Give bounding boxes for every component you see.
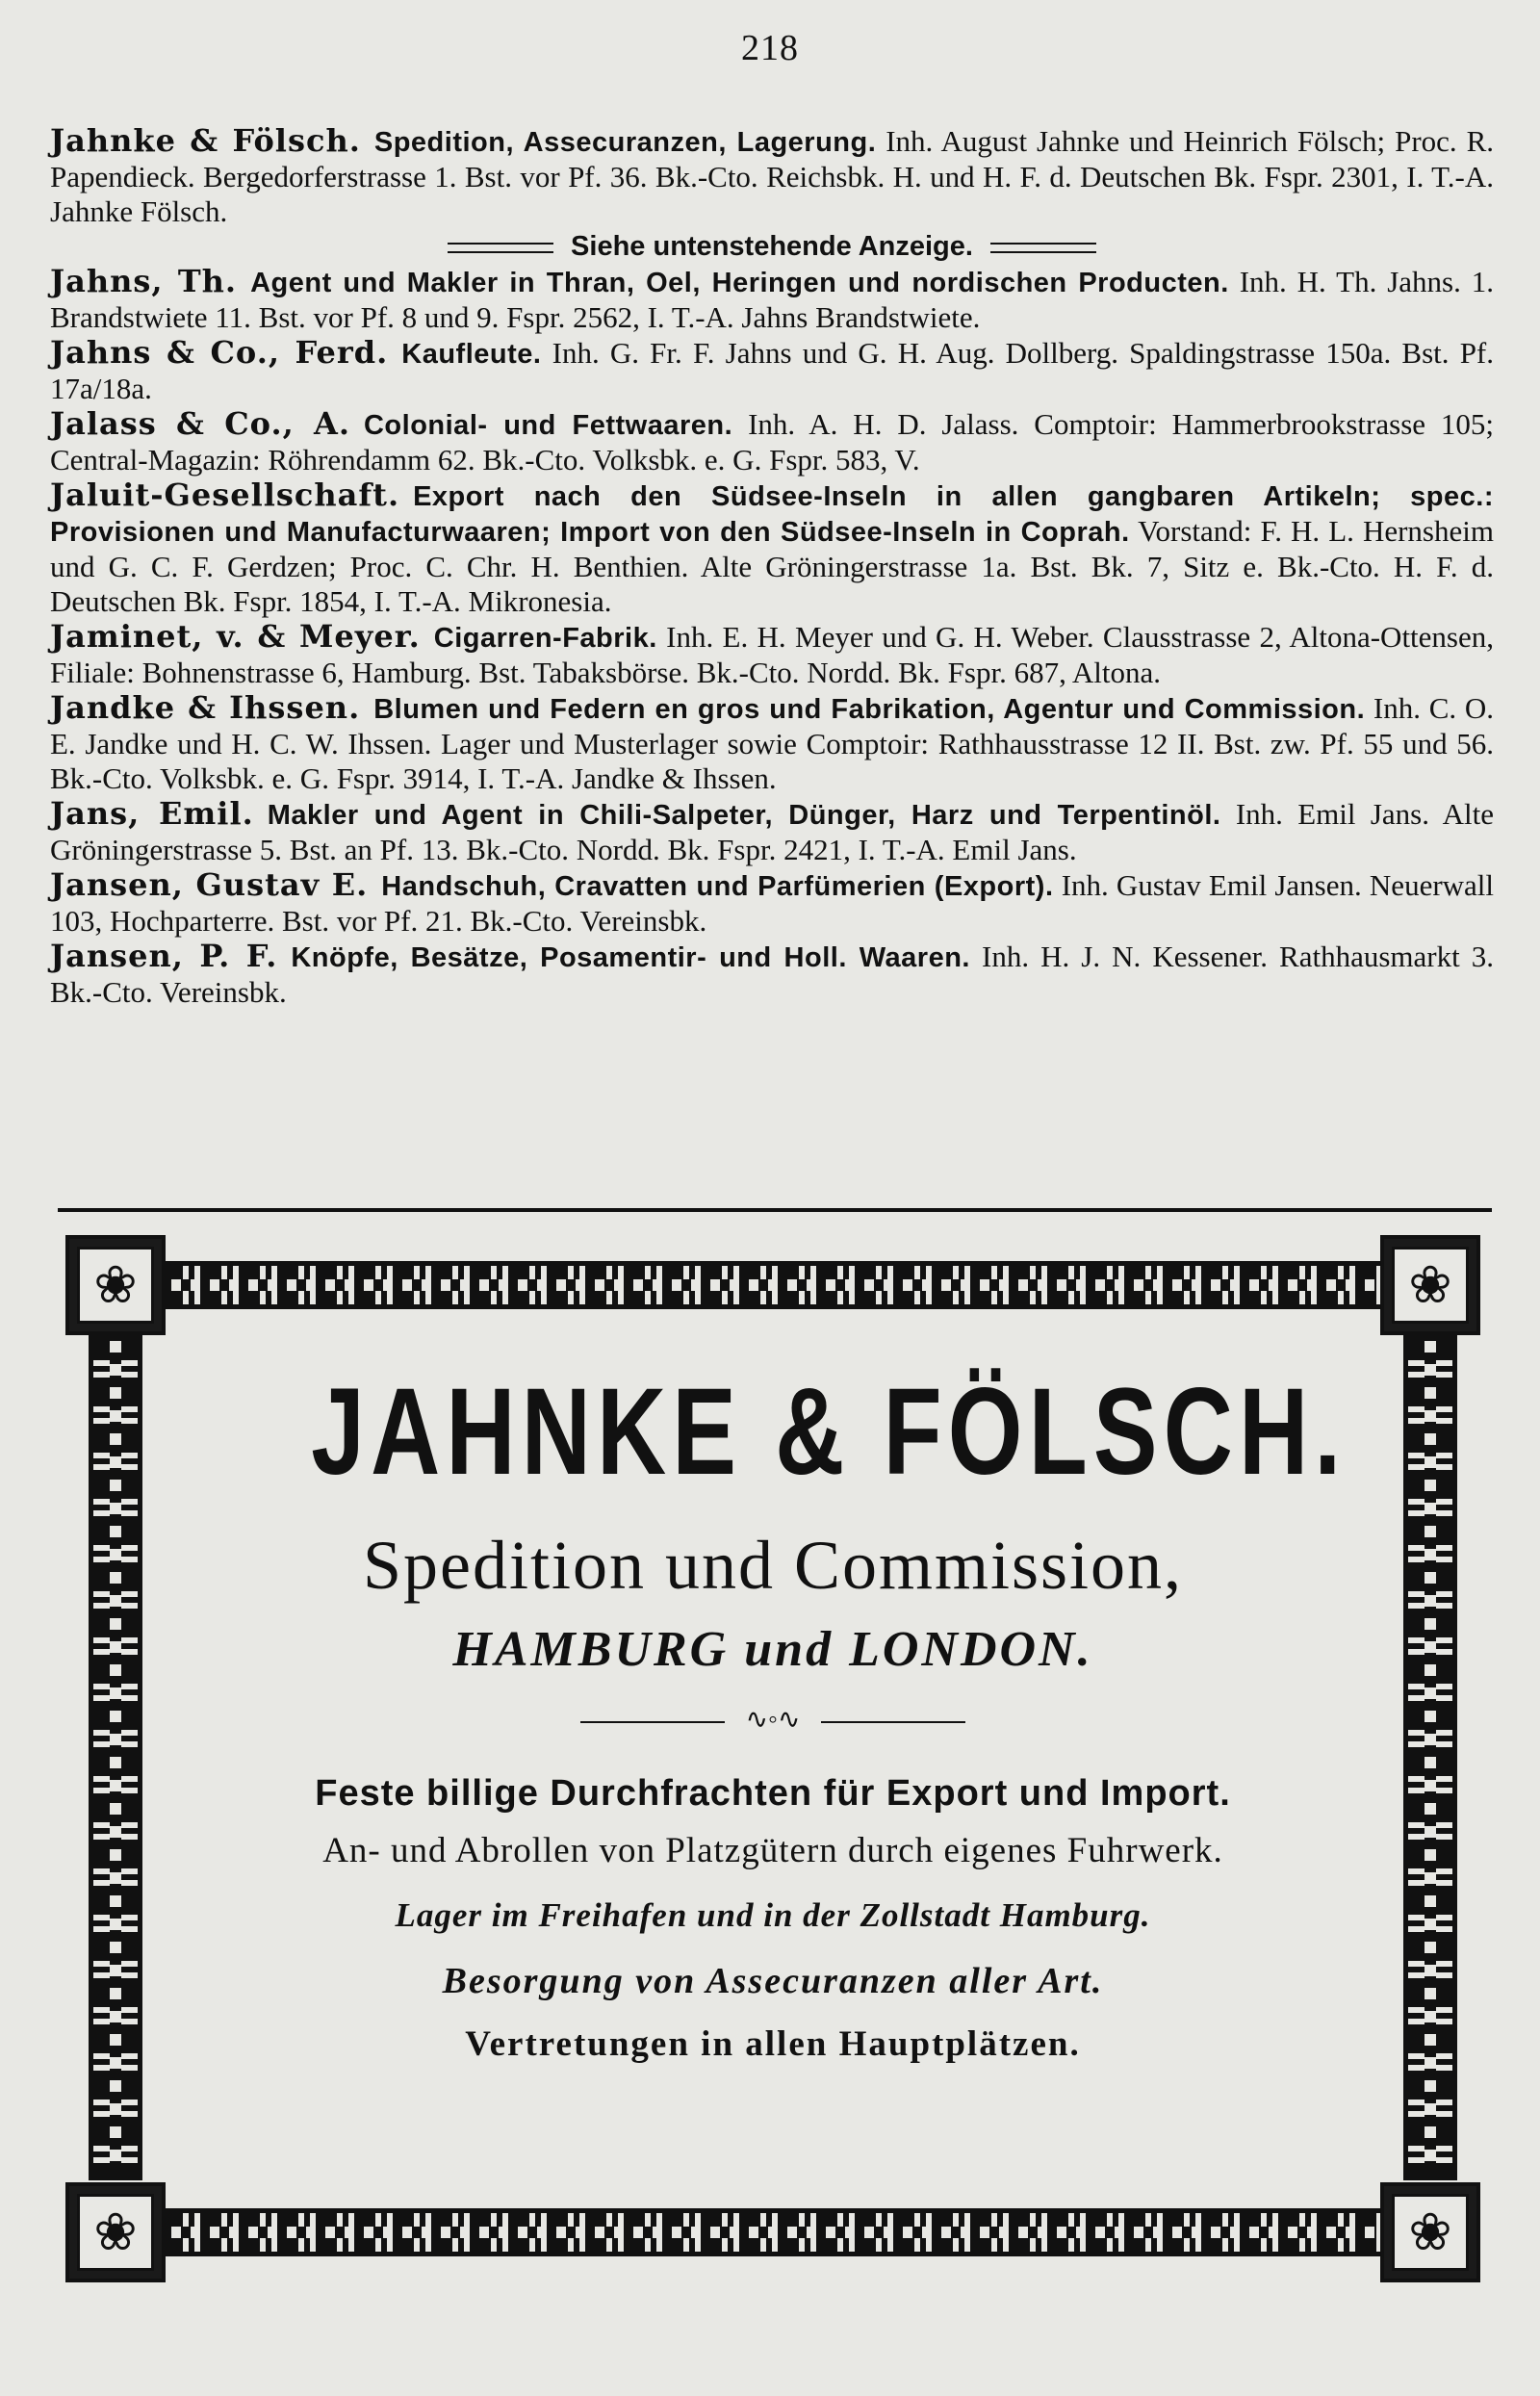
rosette-icon: ❀ — [1392, 1247, 1469, 1324]
list-item — [50, 264, 1494, 335]
scroll-ornament-icon: ∿◦∿ — [725, 1703, 821, 1738]
ad-subtitle: Spedition und Commission, — [362, 1527, 1184, 1604]
advertisement — [65, 1235, 1480, 2282]
entry-name: Jaluit-Gesellschaft. — [50, 477, 400, 513]
ad-line-transport: An- und Abrollen von Platzgütern durch eigenes Fuhrwerk. — [322, 1831, 1223, 1870]
notice-line — [50, 229, 1494, 264]
advertisement-content — [181, 1360, 1365, 2076]
entry-name: Jans, Emil. — [50, 795, 254, 832]
list-item — [50, 123, 1494, 229]
ad-cities: HAMBURG und LONDON. — [452, 1622, 1093, 1677]
entry-name: Jandke & Ihssen. — [50, 689, 361, 726]
ad-line-insurance: Besorgung von Assecuranzen aller Art. — [442, 1961, 1104, 2001]
list-item — [50, 690, 1494, 796]
entry-trade: Cigarren-Fabrik. — [433, 623, 657, 654]
entry-trade: Spedition, Assecuranzen, Lagerung. — [373, 127, 877, 158]
list-item — [50, 939, 1494, 1010]
entry-trade: Knöpfe, Besätze, Posamentir- und Holl. Waaren. — [291, 942, 970, 973]
entry-name: Jahnke & Fölsch. — [50, 122, 361, 159]
section-divider — [58, 1208, 1492, 1212]
entry-trade: Blumen und Federn en gros und Fabrikation, Agentur und Commission. — [373, 694, 1366, 725]
list-item — [50, 406, 1494, 477]
corner-bottom-left — [65, 2182, 166, 2282]
entry-trade: Handschuh, Cravatten und Parfümerien (Export). — [381, 871, 1054, 902]
directory-entries — [50, 123, 1494, 1010]
entry-name: Jansen, Gustav E. — [50, 866, 369, 903]
frame-right — [1403, 1331, 1457, 2180]
entry-text: Inh. Gustav Emil Jansen. Neuerwall 103, Hochparterre. Bst. vor Pf. 21. Bk.-Cto. Vereinsbk. — [50, 868, 1495, 938]
list-item — [50, 867, 1494, 939]
entry-trade: Kaufleute. — [401, 339, 542, 370]
frame-top — [162, 1261, 1384, 1309]
entry-text: Inh. C. O. E. Jandke und H. C. W. Ihssen. Lager und Musterlager sowie Comptoir: Rathhausstrasse 12 II. Bst. zw. Pf. 55 und 56. Bk.-Cto. Volksbk. e. G. Fspr. 3914, I. T.-A. Jandke & Ihssen. — [50, 691, 1495, 795]
entry-name: Jaminet, v. & Meyer. — [50, 618, 421, 655]
list-item — [50, 477, 1494, 619]
notice-bar-right — [990, 243, 1096, 253]
entry-name: Jansen, P. F. — [50, 938, 278, 974]
entry-text: Inh. A. H. D. Jalass. Comptoir: Hammerbrookstrasse 105; Central-Magazin: Röhrendamm 62. Bk.-Cto. Volksbk. e. G. Fspr. 583, V. — [50, 407, 1494, 477]
entry-text: Inh. G. Fr. F. Jahns und G. H. Aug. Dollberg. Spaldingstrasse 150a. Bst. Pf. 17a/18a. — [50, 336, 1495, 405]
notice-bar-left — [448, 243, 553, 253]
rosette-icon: ❀ — [1392, 2194, 1469, 2271]
corner-bottom-right — [1380, 2182, 1480, 2282]
list-item — [50, 335, 1494, 406]
list-item — [50, 619, 1494, 690]
entry-name: Jalass & Co., A. — [50, 405, 350, 442]
entry-text: Inh. H. J. N. Kessener. Rathhausmarkt 3. Bk.-Cto. Vereinsbk. — [50, 940, 1494, 1009]
rosette-icon: ❀ — [77, 1247, 154, 1324]
entry-text: Inh. August Jahnke und Heinrich Fölsch; Proc. R. Papendieck. Bergedorferstrasse 1. Bst. vor Pf. 36. Bk.-Cto. Reichsbk. H. und H. F. d. Deutschen Bk. Fspr. 2301, I. T.-A. Jahnke Fölsch. — [50, 124, 1495, 228]
entry-trade: Colonial- und Fettwaaren. — [363, 410, 733, 441]
page-number: 218 — [741, 28, 799, 68]
entry-text: Vorstand: F. H. L. Hernsheim und G. C. F. Gerdzen; Proc. C. Chr. H. Benthien. Alte Gröningerstrasse 1a. Bst. Bk. 7, Sitz e. Bk.-Cto. H. F. d. Deutschen Bk. Fspr. 1854, I. T.-A. Mikronesia. — [50, 514, 1494, 618]
ad-line-agencies: Vertretungen in allen Hauptplätzen. — [465, 2024, 1081, 2064]
notice-text: Siehe untenstehende Anzeige. — [571, 231, 973, 262]
ornamental-divider — [580, 1705, 965, 1735]
entry-trade: Export nach den Südsee-Inseln in allen gangbaren Artikeln; spec.: Provisionen und Manufacturwaaren; Import von den Südsee-Inseln in Coprah. — [50, 481, 1494, 548]
entry-name: Jahns, Th. — [50, 263, 238, 299]
ad-line-freight: Feste billige Durchfrachten für Export und Import. — [315, 1773, 1231, 1814]
entry-trade: Makler und Agent in Chili-Salpeter, Dünger, Harz und Terpentinöl. — [267, 800, 1221, 831]
ad-title: JAHNKE & FÖLSCH. — [311, 1363, 1348, 1501]
list-item — [50, 796, 1494, 867]
entry-text: Inh. H. Th. Jahns. 1. Brandstwiete 11. Bst. vor Pf. 8 und 9. Fspr. 2562, I. T.-A. Jahns Brandstwiete. — [50, 265, 1494, 334]
entry-trade: Agent und Makler in Thran, Oel, Heringen und nordischen Producten. — [250, 268, 1229, 298]
corner-top-left — [65, 1235, 166, 1335]
rosette-icon: ❀ — [77, 2194, 154, 2271]
entry-name: Jahns & Co., Ferd. — [50, 334, 389, 371]
ad-line-storage: Lager im Freihafen und in der Zollstadt Hamburg. — [395, 1896, 1151, 1934]
entry-text: Inh. E. H. Meyer und G. H. Weber. Clausstrasse 2, Altona-Ottensen, Filiale: Bohnenstrasse 6, Hamburg. Bst. Tabaksbörse. Bk.-Cto. Nordd. Bk. Fspr. 687, Altona. — [50, 620, 1494, 689]
frame-left — [89, 1331, 142, 2180]
corner-top-right — [1380, 1235, 1480, 1335]
frame-bottom — [162, 2208, 1384, 2256]
entry-text: Inh. Emil Jans. Alte Gröningerstrasse 5. Bst. an Pf. 13. Bk.-Cto. Nordd. Bk. Fspr. 2421, I. T.-A. Emil Jans. — [50, 797, 1494, 866]
